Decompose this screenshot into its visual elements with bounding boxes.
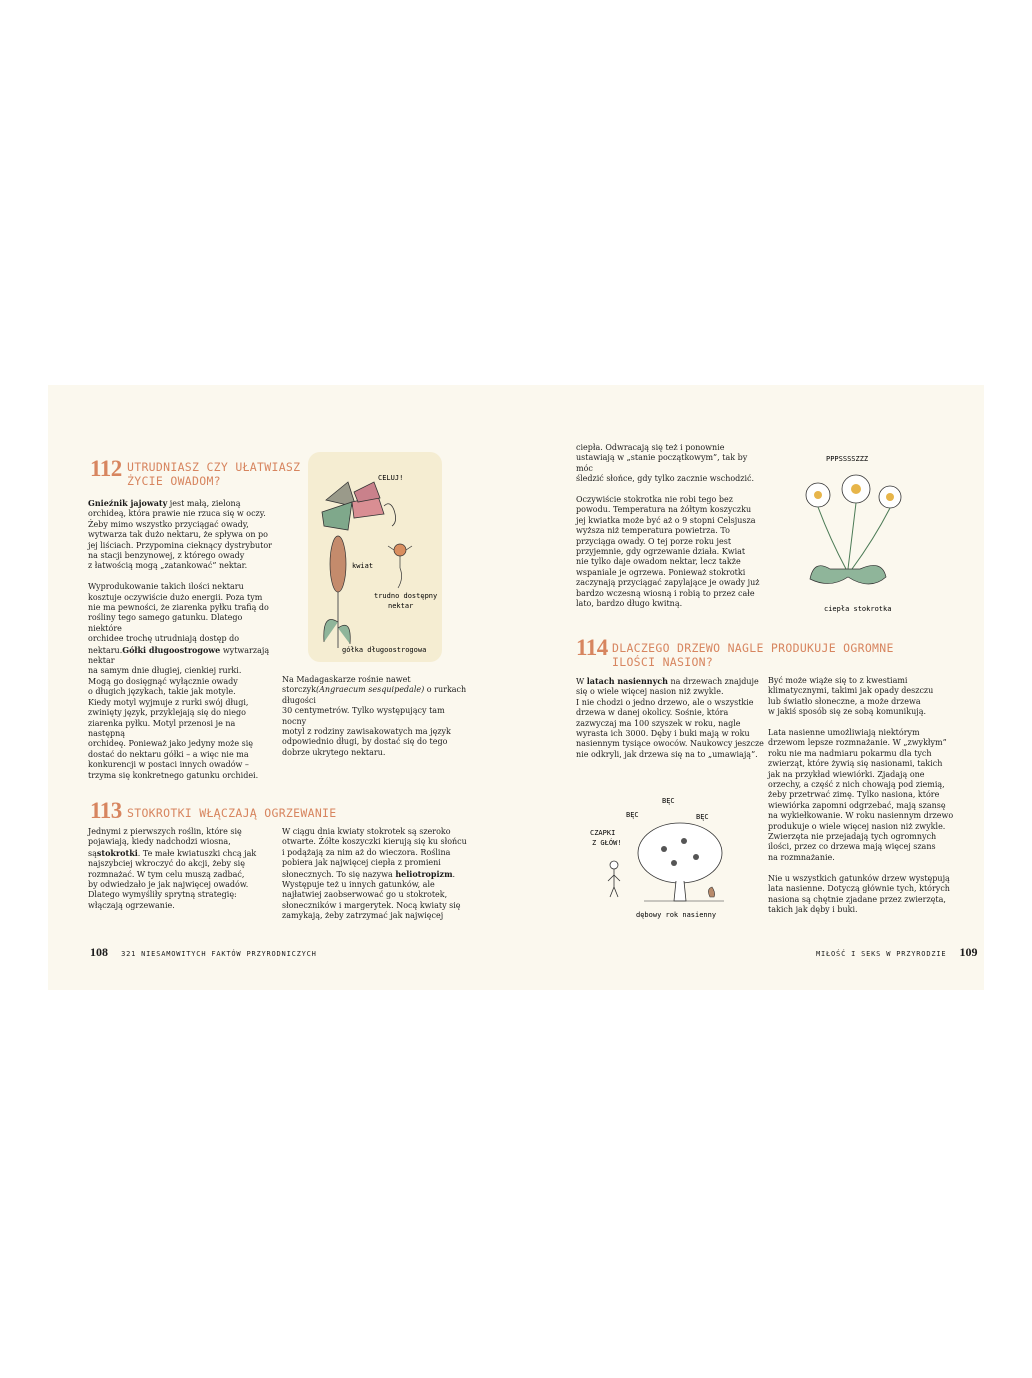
paragraph: W ciągu dnia kwiaty stokrotek są szeroko otwarte. Żółte koszyczki kierują się ku słońcu i podążają za nim aż do wieczora. Roślina pobiera jak najwięcej ciepła z promieni słonecznych. To się nazywa heliotropizm. Występuje też u innych gatunków, ale najłatwiej zaobserwować go u stokrotek, słoneczników i margerytek. Nocą kwiaty się zamykają, żeby zatrzymać jak najwięcej — [282, 827, 467, 921]
moth-icon — [322, 482, 396, 530]
paragraph: Być może wiąże się to z kwestiami klimatycznymi, takimi jak opady deszczu lub światło słoneczne, a może drzewa w jakiś sposób się ze sobą komunikują. — [768, 676, 934, 717]
svg-text:CZAPKI: CZAPKI — [590, 829, 616, 837]
orchid-flower-icon — [388, 544, 412, 588]
s112-column-2 — [282, 675, 468, 758]
moth-orchid-illustration — [308, 452, 442, 662]
paragraph: Gnieźnik jajowaty jest małą, zieloną orchideą, która prawie nie rzuca się w oczy. Żeby mimo wszystko przyciągać owady, wytwarza tak dużo nektaru, że spływa on po jej liściach. Przypomina cieknący dystrybutor na stacji benzynowej, z którego owady z łatwością mogą „zatankować” nektar. — [88, 498, 272, 571]
section-number-114: 114 — [576, 635, 608, 660]
orchid-spike-icon — [324, 536, 350, 648]
daisy-flower-icon — [806, 475, 901, 584]
paragraph: Lata nasienne umożliwiają niektórym drzewom lepsze rozmnażanie. W „zwykłym” roku nie ma nadmiaru pokarmu dla tych zwierząt, które żywią się nasionami, takich jak na przykład wiewiórki. Zjadają one orzechy, a część z nich chowają pod ziemią, żeby przetrwać zimę. Tylko nasiona, które wiewiórka zapomni odgrzebać, mają szansę na wykiełkowanie. W roku nasiennym drzewo produkuje o wiele więcej nasion niż zwykle. Zwierzęta nie przejadają tych ogromnych ilości, przez co drzewa mają więcej szans na rozmnażanie. — [768, 728, 954, 862]
svg-text:CELUJ!: CELUJ! — [378, 474, 404, 482]
svg-text:PPPSSSSZZZ: PPPSSSSZZZ — [826, 455, 869, 463]
svg-text:trudno dostępny: trudno dostępny — [374, 592, 438, 600]
daisy-illustration — [790, 449, 910, 619]
s113-column-2 — [282, 827, 468, 922]
svg-text:BĘC: BĘC — [626, 811, 639, 819]
moth-orchid-illustration-card — [308, 452, 442, 662]
svg-text:BĘC: BĘC — [662, 797, 675, 805]
svg-text:kwiat: kwiat — [352, 562, 374, 570]
chapter-title-footer: MIŁOŚĆ I SEKS W PRZYRODZIE — [816, 950, 947, 958]
section-number-113: 113 — [90, 798, 122, 823]
right-page-footer — [816, 941, 977, 960]
svg-text:nektar: nektar — [388, 602, 414, 610]
paragraph: ciepła. Odwracają się też i ponownie ustawiają w „stanie początkowym”, tak by móc śledzić słońce, gdy tylko zacznie wschodzić. — [576, 443, 755, 484]
paragraph: W latach nasiennych na drzewach znajduje się o wiele więcej nasion niż zwykle. I nie chodzi o jedno drzewo, ale o wszystkie drzewa w danej okolicy. Sośnie, która zazwyczaj ma 100 szyszek w roku, nagle wyrasta ich 3000. Dęby i buki mają w roku nasiennym tysiące owoców. Naukowcy jeszcze nie odkryli, jak drzewa się na to „umawiają”. — [576, 676, 764, 759]
paragraph: Na Madagaskarze rośnie nawet storczyk(Angraecum sesquipedale) o rurkach długości 30 centymetrów. Tylko występujący tam nocny motyl z rodziny zawisakowatych ma język odpowiednio długi, by dostać się do tego dobrze ukrytego nektaru. — [282, 675, 467, 757]
paragraph: Nie u wszystkich gatunków drzew występują lata nasienne. Dotyczą głównie tych, których nasiona są chętnie zjadane przez zwierzęta, takich jak dęby i buki. — [768, 873, 950, 914]
svg-text:BĘC: BĘC — [696, 813, 709, 821]
svg-text:gółka długoostrogowa: gółka długoostrogowa — [342, 646, 427, 654]
section-number-112: 112 — [90, 456, 122, 481]
section-heading-114: DLACZEGO DRZEWO NAGLE PRODUKUJE OGROMNE ILOŚCI NASION? — [612, 641, 894, 669]
paragraph: Jednymi z pierwszych roślin, które się pojawiają, kiedy nadchodzi wiosna, sąstokrotki. Te małe kwiatuszki chcą jak najszybciej wkroczyć do akcji, żeby się rozmnażać. W tym celu muszą zadbać, by odwiedzało je jak najwięcej owadów. Dlatego wymyśliły sprytną strategię: włączają ogrzewanie. — [88, 827, 257, 910]
page-number-left: 108 — [90, 945, 108, 959]
person-icon — [608, 861, 620, 897]
book-title-footer: 321 NIESAMOWITYCH FAKTÓW PRZYRODNICZYCH — [121, 950, 317, 958]
svg-text:dębowy rok nasienny: dębowy rok nasienny — [636, 911, 717, 919]
book-spread — [48, 385, 984, 990]
paragraph: Wyprodukowanie takich ilości nektaru kosztuje oczywiście dużo energii. Poza tym nie ma pewności, że ziarenka pyłku trafią do rośliny tego samego gatunku. Dlatego niektóre orchidee trochę utrudniają dostęp do nektaru.Gółki długoostrogowe wytwarzają nektar na samym dnie długiej, cienkiej rurki. Mogą go dosięgnąć wyłącznie owady o długich językach, takie jak motyle. Kiedy motyl wyjmuje z rurki swój długi, zwinięty język, przyklejają się do niego ziarenka pyłku. Motyl przenosi je na następną orchideę. Ponieważ jako jedyny może się dostać do nektaru gółki – a więc nie ma konkurencji w postaci innych owadów – trzyma się konkretnego gatunku orchidei. — [88, 582, 270, 780]
section-heading-112: UTRUDNIASZ CZY UŁATWIASZ ŻYCIE OWADOM? — [127, 460, 301, 488]
s112-column-1 — [88, 498, 273, 781]
oak-tree-illustration — [584, 793, 754, 923]
page-number-right: 109 — [959, 945, 978, 959]
s113-continued — [576, 443, 766, 609]
svg-text:ciepła stokrotka: ciepła stokrotka — [824, 605, 892, 613]
left-page-footer — [90, 941, 317, 960]
s114-column-2 — [768, 676, 958, 915]
svg-text:Z GŁÓW!: Z GŁÓW! — [592, 839, 622, 847]
squirrel-icon — [708, 887, 714, 897]
s114-column-1 — [576, 676, 766, 760]
paragraph: Oczywiście stokrotka nie robi tego bez powodu. Temperatura na żółtym koszyczku jej kwiatka może być aż o 9 stopni Celsjusza wyższa niż temperatura powietrza. To przyciąga owady. O tej porze roku jest przyjemnie, gdy ogrzewanie działa. Kwiat nie tylko daje owadom nektar, lecz także wspaniale je ogrzewa. Ponieważ stokrotki zaczynają przyciągać zapylające je owady już bardzo wczesną wiosną i robią to przez całe lato, bardzo długo kwitną. — [576, 495, 760, 609]
s113-column-1 — [88, 827, 273, 911]
section-heading-113: STOKROTKI WŁĄCZAJĄ OGRZEWANIE — [127, 806, 337, 820]
